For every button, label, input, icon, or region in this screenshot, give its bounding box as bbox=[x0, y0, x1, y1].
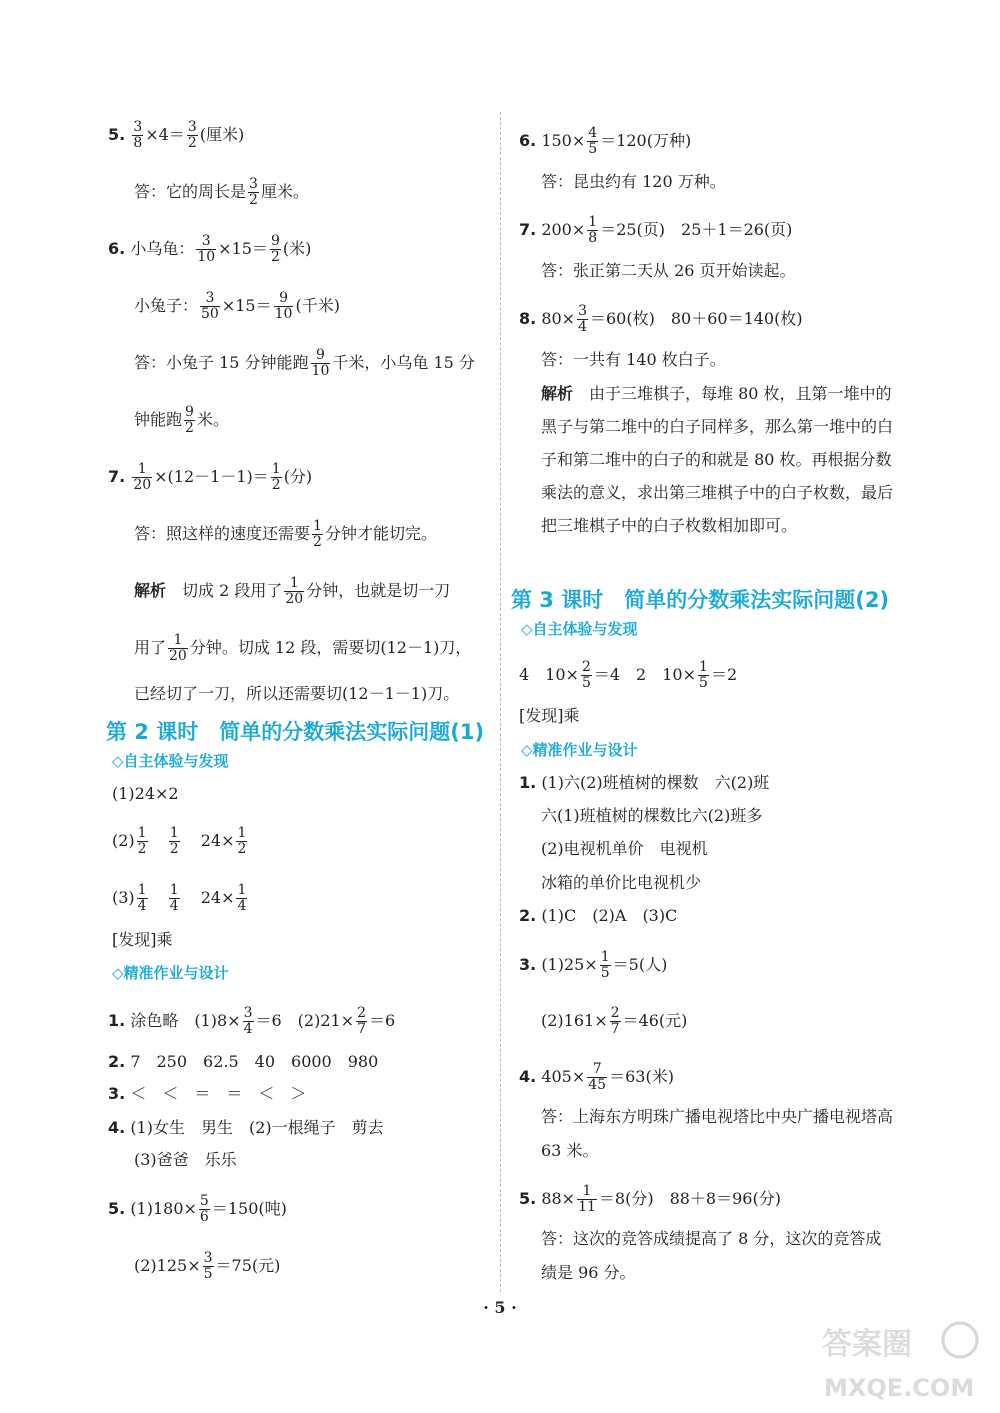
l3-item-1: 4 10× $\frac{2}{5}$ ＝4 2 10× $\frac{1}{5}$ ＝2 bbox=[519, 659, 738, 691]
column-divider bbox=[500, 112, 501, 1292]
p4-line-2: (3)爸爸 乐乐 bbox=[134, 1150, 237, 1169]
l3-find: [发现]乘 bbox=[519, 706, 580, 725]
q7-analysis-1: 解析 切成 2 段用了 $\frac{1}{20}$ 分钟，也就是切一刀 bbox=[134, 575, 451, 607]
q6-answer-2: 钟能跑 $\frac{9}{2}$ 米。 bbox=[134, 404, 229, 436]
r3-line-1: 3. (1)25× $\frac{1}{5}$ ＝5(人) bbox=[519, 949, 668, 981]
r1-line-2: 六(1)班植树的棵数比六(2)班多 bbox=[541, 806, 763, 825]
l2-find: [发现]乘 bbox=[112, 930, 173, 949]
rq7-answer: 答：张正第二天从 26 页开始读起。 bbox=[541, 261, 796, 280]
q7-analysis-2: 用了 $\frac{1}{20}$ 分钟。切成 12 段，需要切(12－1)刀， bbox=[134, 632, 472, 664]
r1-line-1: 1. (1)六(2)班植树的棵数 六(2)班 bbox=[519, 773, 770, 792]
fraction: $\frac{3}{8}$ bbox=[133, 119, 143, 151]
section-self-experience: ◇自主体验与发现 bbox=[112, 752, 229, 770]
rq6-line: 6. 150× $\frac{4}{5}$ ＝120(万种) bbox=[519, 125, 692, 157]
watermark-logo bbox=[818, 1320, 988, 1404]
page-number: · 5 · bbox=[483, 1298, 517, 1317]
q6-rabbit: 小兔子： $\frac{3}{50}$ ×15＝ $\frac{9}{10}$ (千米) bbox=[134, 290, 340, 322]
q6-turtle: 6. 小乌龟： $\frac{3}{10}$ ×15＝ $\frac{9}{2}$ (米) bbox=[108, 233, 312, 265]
fraction: $\frac{3}{2}$ bbox=[187, 119, 197, 151]
watermark-circle-icon bbox=[943, 1323, 977, 1357]
p1-line: 1. 涂色略 (1)8× $\frac{3}{4}$ ＝6 (2)21× $\frac{2}{7}$ ＝6 bbox=[108, 1005, 396, 1037]
q5-line: 5. $\frac{3}{8}$ ×4＝ $\frac{3}{2}$ (厘米) bbox=[108, 119, 245, 151]
p4-line-1: 4. (1)女生 男生 (2)一根绳子 剪去 bbox=[108, 1118, 384, 1137]
p3-line: 3. ＜ ＜ ＝ ＝ ＜ ＞ bbox=[108, 1084, 307, 1103]
rq6-answer: 答：昆虫约有 120 万种。 bbox=[541, 172, 726, 191]
watermark-top: 答案圈 bbox=[822, 1327, 912, 1362]
watermark-bottom: MXQE.COM bbox=[824, 1374, 975, 1402]
p5-line-1: 5. (1)180× $\frac{5}{6}$ ＝150(吨) bbox=[108, 1193, 287, 1225]
rq7-line: 7. 200× $\frac{1}{8}$ ＝25(页) 25＋1＝26(页) bbox=[519, 214, 793, 246]
l2-item-3: (3) $\frac{1}{4}$ $\frac{1}{4}$ 24× $\frac{1}{4}$ bbox=[112, 882, 247, 914]
rq8-analysis: 解析 由于三堆棋子，每堆 80 枚，且第一堆中的黑子与第二堆中的白子同样多，那么第一堆中的白子和第二堆中的白子的和就是 80 枚。再根据分数乘法的意义，求出第三堆棋子中的白子枚数，最后把三堆棋子中的白子枚数相加即可。 bbox=[541, 384, 894, 535]
lesson-2-title: 第 2 课时 简单的分数乘法实际问题(1) bbox=[106, 720, 485, 744]
p5-line-2: (2)125× $\frac{3}{5}$ ＝75(元) bbox=[134, 1250, 281, 1282]
q7-answer: 答：照这样的速度还需要 $\frac{1}{2}$ 分钟才能切完。 bbox=[134, 518, 437, 550]
p2-line: 2. 7 250 62.5 40 6000 980 bbox=[108, 1052, 379, 1071]
r3-line-2: (2)161× $\frac{2}{7}$ ＝46(元) bbox=[541, 1005, 688, 1037]
rq8-answer: 答：一共有 140 枚白子。 bbox=[541, 350, 726, 369]
r5-answer: 答：这次的竞答成绩提高了 8 分，这次的竞答成绩是 96 分。 bbox=[541, 1229, 882, 1282]
r5-line: 5. 88× $\frac{1}{11}$ ＝8(分) 88＋8＝96(分) bbox=[519, 1183, 781, 1215]
section-self-experience-2: ◇自主体验与发现 bbox=[521, 620, 638, 638]
r1-line-4: 冰箱的单价比电视机少 bbox=[541, 873, 702, 892]
rq8-line: 8. 80× $\frac{3}{4}$ ＝60(枚) 80＋60＝140(枚) bbox=[519, 303, 803, 335]
q7-line: 7. $\frac{1}{20}$ ×(12－1－1)＝ $\frac{1}{2}$ (分) bbox=[108, 461, 313, 493]
r4-line: 4. 405× $\frac{7}{45}$ ＝63(米) bbox=[519, 1061, 674, 1093]
section-precise-homework: ◇精准作业与设计 bbox=[112, 964, 229, 982]
section-precise-homework-2: ◇精准作业与设计 bbox=[521, 741, 638, 759]
q5-answer: 答：它的周长是 $\frac{3}{2}$ 厘米。 bbox=[134, 176, 309, 208]
r4-answer: 答：上海东方明珠广播电视塔比中央广播电视塔高 63 米。 bbox=[541, 1107, 894, 1160]
l2-item-2: (2) $\frac{1}{2}$ $\frac{1}{2}$ 24× $\frac{1}{2}$ bbox=[112, 825, 247, 857]
l2-item-1: (1)24×2 bbox=[112, 784, 179, 803]
q7-analysis-3: 已经切了一刀，所以还需要切(12－1－1)刀。 bbox=[134, 684, 460, 703]
q6-answer-1: 答：小兔子 15 分钟能跑 $\frac{9}{10}$ 千米，小乌龟 15 分 bbox=[134, 347, 475, 379]
r2-line: 2. (1)C (2)A (3)C bbox=[519, 906, 678, 925]
lesson-3-title: 第 3 课时 简单的分数乘法实际问题(2) bbox=[511, 588, 890, 612]
r1-line-3: (2)电视机单价 电视机 bbox=[541, 839, 708, 858]
